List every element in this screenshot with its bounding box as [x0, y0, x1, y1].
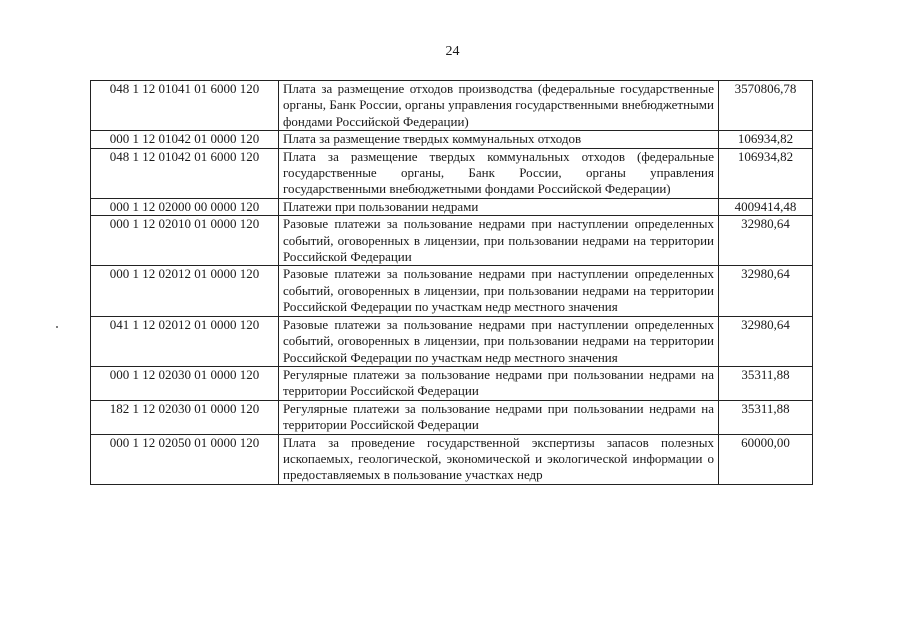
amount-cell: 32980,64 — [719, 266, 813, 316]
budget-code-cell: 000 1 12 01042 01 0000 120 — [91, 131, 279, 148]
amount-cell: 60000,00 — [719, 434, 813, 484]
revenue-name-cell: Разовые платежи за пользование недрами при наступлении определенных событий, оговоренных в лицензии, при пользовании недрами на территории Российской Федерации — [279, 216, 719, 266]
table-row — [91, 216, 813, 266]
revenue-name-cell: Плата за размещение отходов производства (федеральные государственные органы, Банк России, органы управления государственными внебюджетными фондами Российской Федерации) — [279, 81, 719, 131]
amount-cell: 106934,82 — [719, 148, 813, 198]
budget-code-cell: 182 1 12 02030 01 0000 120 — [91, 400, 279, 434]
table-row — [91, 366, 813, 400]
budget-code-cell: 041 1 12 02012 01 0000 120 — [91, 316, 279, 366]
revenue-name-cell: Разовые платежи за пользование недрами при наступлении определенных событий, оговоренных в лицензии, при пользовании недрами на территории Российской Федерации по участкам недр местного значения — [279, 316, 719, 366]
table-row — [91, 266, 813, 316]
amount-cell: 35311,88 — [719, 400, 813, 434]
table-row — [91, 434, 813, 484]
budget-code-cell: 000 1 12 02010 01 0000 120 — [91, 216, 279, 266]
table-row — [91, 400, 813, 434]
revenue-name-cell: Платежи при пользовании недрами — [279, 198, 719, 215]
budget-code-cell: 000 1 12 02050 01 0000 120 — [91, 434, 279, 484]
amount-cell: 35311,88 — [719, 366, 813, 400]
revenue-name-cell: Разовые платежи за пользование недрами при наступлении определенных событий, оговоренных в лицензии, при пользовании недрами на территории Российской Федерации по участкам недр местного значения — [279, 266, 719, 316]
revenue-name-cell: Плата за размещение твердых коммунальных отходов — [279, 131, 719, 148]
amount-cell: 32980,64 — [719, 216, 813, 266]
revenue-name-cell: Регулярные платежи за пользование недрами при пользовании недрами на территории Российской Федерации — [279, 400, 719, 434]
budget-code-cell: 048 1 12 01041 01 6000 120 — [91, 81, 279, 131]
table-row — [91, 198, 813, 215]
scan-artifact-dot — [56, 326, 58, 328]
budget-code-cell: 000 1 12 02030 01 0000 120 — [91, 366, 279, 400]
table-row — [91, 316, 813, 366]
amount-cell: 3570806,78 — [719, 81, 813, 131]
revenue-name-cell: Плата за размещение твердых коммунальных отходов (федеральные государственные органы, Банк России, органы управления государственными внебюджетными фондами Российской Федерации) — [279, 148, 719, 198]
table-row — [91, 131, 813, 148]
revenue-name-cell: Плата за проведение государственной экспертизы запасов полезных ископаемых, геологической, экономической и экологической информации о предоставляемых в пользование участках недр — [279, 434, 719, 484]
page-number: 24 — [445, 44, 460, 59]
table-row — [91, 148, 813, 198]
revenue-table — [90, 80, 813, 485]
budget-code-cell: 000 1 12 02000 00 0000 120 — [91, 198, 279, 215]
amount-cell: 32980,64 — [719, 316, 813, 366]
table-row — [91, 81, 813, 131]
revenue-name-cell: Регулярные платежи за пользование недрами при пользовании недрами на территории Российской Федерации — [279, 366, 719, 400]
budget-code-cell: 000 1 12 02012 01 0000 120 — [91, 266, 279, 316]
amount-cell: 106934,82 — [719, 131, 813, 148]
amount-cell: 4009414,48 — [719, 198, 813, 215]
budget-code-cell: 048 1 12 01042 01 6000 120 — [91, 148, 279, 198]
